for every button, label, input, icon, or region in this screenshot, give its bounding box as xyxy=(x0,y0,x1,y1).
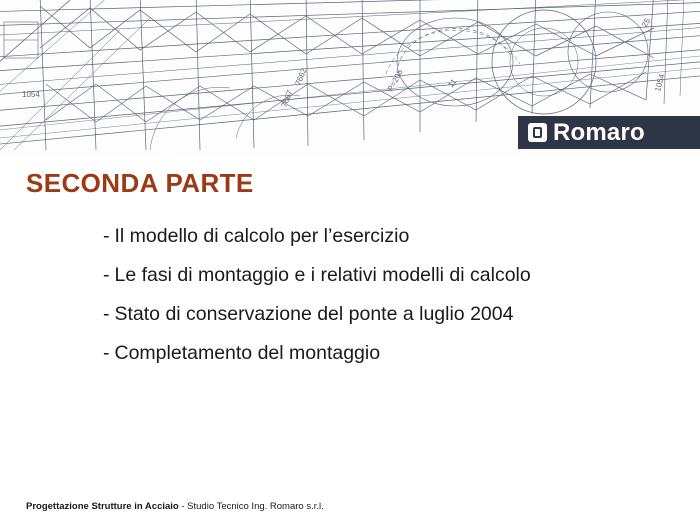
bullet-dash: - xyxy=(103,225,110,247)
svg-text:7667: 7667 xyxy=(279,88,295,109)
footer-company: Progettazione Strutture in Acciaio xyxy=(26,501,179,512)
svg-text:7662: 7662 xyxy=(293,66,309,87)
bullet-list xyxy=(103,225,683,381)
bullet-dash: - xyxy=(103,303,110,325)
slide-footer xyxy=(26,501,324,512)
list-item xyxy=(103,225,683,248)
bullet-dash: - xyxy=(103,342,110,364)
footer-detail: - Studio Tecnico Ing. Romaro s.r.l. xyxy=(178,501,324,512)
svg-text:1054: 1054 xyxy=(22,90,40,99)
romaro-logo xyxy=(518,116,700,149)
list-item-label: Le fasi di montaggio e i relativi modelli di calcolo xyxy=(114,264,531,286)
list-item xyxy=(103,303,683,326)
list-item-label: Il modello di calcolo per l’esercizio xyxy=(114,225,410,247)
list-item-label: Stato di conservazione del ponte a luglio 2004 xyxy=(114,303,514,325)
bullet-dash: - xyxy=(103,264,110,286)
svg-text:25: 25 xyxy=(639,16,653,29)
list-item xyxy=(103,264,683,287)
page-title: SECONDA PARTE xyxy=(26,168,254,198)
romaro-logo-text: Romaro xyxy=(553,118,645,146)
svg-text:1054: 1054 xyxy=(653,72,667,93)
list-item-label: Completamento del montaggio xyxy=(114,342,381,364)
list-item xyxy=(103,342,683,365)
svg-text:P=205: P=205 xyxy=(385,68,405,93)
svg-text:11: 11 xyxy=(446,77,459,90)
romaro-logo-mark-icon xyxy=(528,123,547,142)
